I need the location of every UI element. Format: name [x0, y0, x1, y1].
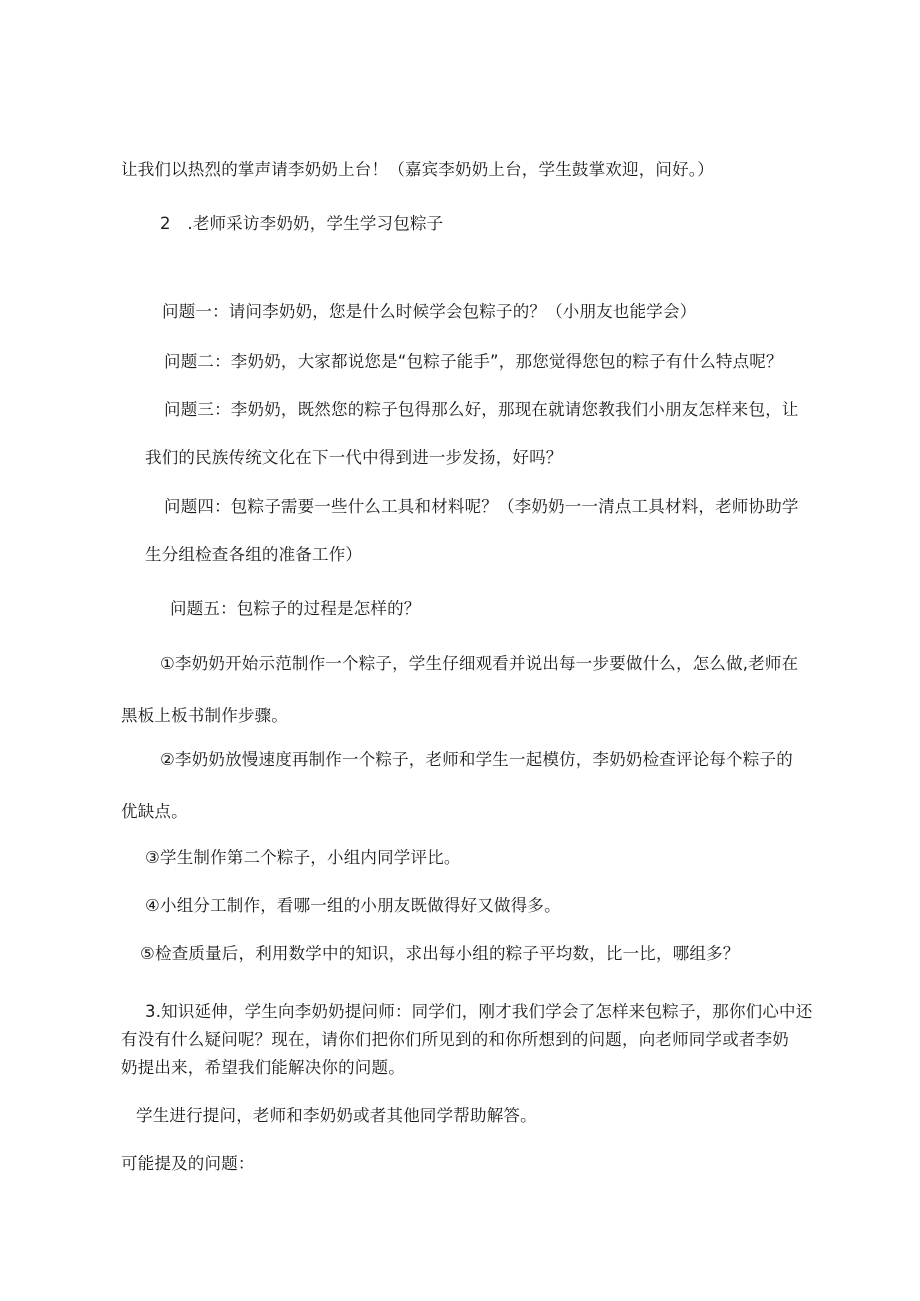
answer-paragraph: 学生进行提问，老师和李奶奶或者其他同学帮助解答。	[136, 1106, 537, 1125]
extension-line-2: 有没有什么疑问呢？现在，请你们把你们所见到的和你所想到的问题，向老师同学或者李奶	[121, 1030, 789, 1049]
extension-line-3: 奶提出来，希望我们能解决你的问题。	[121, 1058, 405, 1077]
step-3: ③学生制作第二个粽子，小组内同学评比。	[145, 848, 461, 867]
step-1-line-1: ①李奶奶开始示范制作一个粽子，学生仔细观看并说出每一步要做什么，怎么做,老师在	[160, 654, 799, 673]
question-1: 问题一：请问李奶奶，您是什么时候学会包粽子的？（小朋友也能学会）	[162, 302, 697, 321]
section-2-heading: 2 .老师采访李奶奶，学生学习包粽子	[160, 214, 444, 233]
question-5: 问题五：包粽子的过程是怎样的？	[170, 599, 421, 618]
question-2: 问题二：李奶奶，大家都说您是“包粽子能手”，那您觉得您包的粽子有什么特点呢？	[164, 352, 783, 371]
step-2-line-2: 优缺点。	[121, 802, 188, 821]
question-3-line-1: 问题三：李奶奶，既然您的粽子包得那么好，那现在就请您教我们小朋友怎样来包，让	[164, 400, 799, 419]
step-1-line-2: 黑板上板书制作步骤。	[121, 706, 288, 725]
question-3-line-2: 我们的民族传统文化在下一代中得到进一步发扬，好吗？	[145, 448, 563, 467]
extension-line-1: 3.知识延伸，学生向李奶奶提问师：同学们，刚才我们学会了怎样来包粽子，那你们心中还	[145, 1002, 813, 1021]
step-2-line-1: ②李奶奶放慢速度再制作一个粽子，老师和学生一起模仿，李奶奶检查评论每个粽子的	[160, 750, 793, 769]
question-4-line-2: 生分组检查各组的准备工作）	[145, 545, 363, 564]
step-4: ④小组分工制作，看哪一组的小朋友既做得好又做得多。	[145, 896, 561, 915]
intro-paragraph: 让我们以热烈的掌声请李奶奶上台！（嘉宾李奶奶上台，学生鼓掌欢迎，问好。）	[121, 160, 714, 179]
possible-questions-label: 可能提及的问题：	[121, 1154, 255, 1173]
question-4-line-1: 问题四：包粽子需要一些什么工具和材料呢？（李奶奶一一清点工具材料，老师协助学	[164, 497, 799, 516]
step-5: ⑤检查质量后，利用数学中的知识，求出每小组的粽子平均数，比一比，哪组多？	[140, 944, 740, 963]
